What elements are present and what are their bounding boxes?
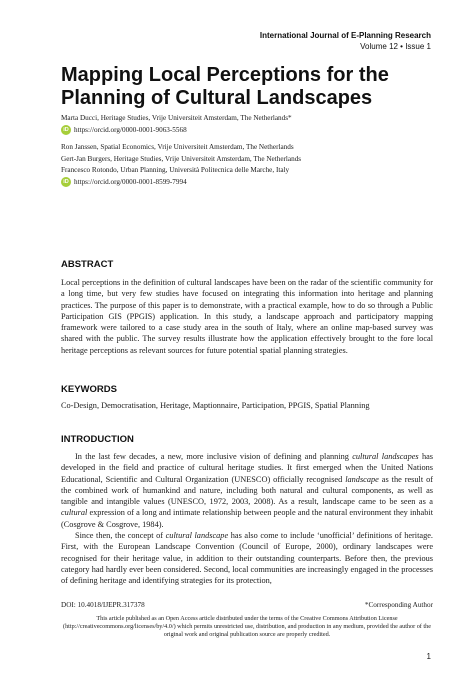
footer-meta	[61, 601, 433, 609]
orcid-icon: iD	[61, 177, 71, 187]
text-run-italic: cultural landscape	[165, 531, 229, 541]
text-run-italic: cultural landscapes	[352, 452, 419, 461]
abstract-heading: ABSTRACT	[61, 259, 114, 270]
introduction-paragraph	[61, 530, 433, 586]
author-affiliation: Francesco Rotondo, Urban Planning, Università Politecnica delle Marche, Italy	[61, 166, 290, 174]
text-run: as the result of the combined work of humankind and nature, including both natural and cultural components, as well as tangible and intangible values (UNESCO, 1972, 2003, 2008). As a result, landscape came to be seen as a	[61, 474, 433, 507]
text-run: expression of a long and intimate relationship between people and the natural environment they inhabit (Cosgrove & Cosgrove, 1984).	[61, 508, 433, 529]
author-list	[61, 113, 441, 188]
introduction-paragraph	[61, 451, 433, 530]
text-run-italic: landscape	[345, 474, 379, 484]
keywords-text: Co-Design, Democratisation, Heritage, Maptionnaire, Participation, PPGIS, Spatial Planning	[61, 401, 370, 410]
license-note: This article published as an Open Access article distributed under the terms of the Creative Commons Attribution License (http://creativecommons.org/licenses/by/4.0/) which permits unrestricted use, distribution, and production in any medium, provided the author of the original work and original publication source are properly credited.	[63, 615, 431, 639]
orcid-url[interactable]: https://orcid.org/0000-0001-8599-7994	[74, 177, 187, 186]
author-affiliation: Marta Ducci, Heritage Studies, Vrije Universiteit Amsterdam, The Netherlands*	[61, 114, 292, 122]
text-run-italic: cultural	[61, 508, 88, 518]
doi[interactable]: DOI: 10.4018/IJEPR.317378	[61, 601, 145, 609]
orcid-icon: iD	[61, 125, 71, 135]
page-number: 1	[426, 652, 431, 661]
abstract-text: Local perceptions in the definition of cultural landscapes have been on the radar of the scientific community for a long time, but very few studies have focused on integrating this information into heritage and planning practices. The purpose of this paper is to demonstrate, with a practical example, how to do so through a Public Participation GIS (PPGIS) application. In this study, a landscape approach and participatory mapping framework were tailored to a case study area in the south of Italy, where an online map-based survey was shared with the public. The survey results illustrate how the application effectively brought to the fore local heritage perceptions as relevant sources for future potential spatial planning strategies.	[61, 278, 433, 355]
journal-name: International Journal of E-Planning Research	[259, 31, 431, 40]
journal-volume-issue: Volume 12 • Issue 1	[360, 42, 431, 51]
article-title: Mapping Local Perceptions for the Planning of Cultural Landscapes	[61, 64, 389, 109]
keywords-heading: KEYWORDS	[61, 384, 117, 395]
orcid-url[interactable]: https://orcid.org/0000-0001-9063-5568	[74, 125, 187, 134]
introduction-heading: INTRODUCTION	[61, 434, 134, 445]
orcid-link[interactable]	[61, 177, 441, 189]
corresponding-author-note: *Corresponding Author	[364, 601, 433, 609]
text-run: has developed in the field and practice of cultural heritage studies. It first emerged when the United Nations Educational, Scientific and Cultural Organization (UNESCO) officially recognised	[61, 452, 434, 484]
author-affiliation: Ron Janssen, Spatial Economics, Vrije Universiteit Amsterdam, The Netherlands	[61, 143, 294, 151]
text-run: In the last few decades, a new, more inclusive vision of defining and planning	[75, 452, 353, 461]
text-run: has also come to include ‘unofficial’ definitions of heritage. First, with the European Landscape Convention (Council of Europe, 2000), ordinary landscapes were recognised for their heritage value, in addition to their outstanding counterparts. Before then, the previous category had hardly ever been considered. Second, local communities are increasingly engaged in the processes of defining heritage and identifying strategies for its protection,	[61, 531, 433, 586]
orcid-link[interactable]	[61, 125, 441, 137]
journal-header	[260, 30, 431, 52]
text-run: Since then, the concept of	[75, 531, 166, 541]
introduction-body	[61, 451, 433, 587]
author-affiliation: Gert-Jan Burgers, Heritage Studies, Vrije Universiteit Amsterdam, The Netherlands	[61, 154, 302, 163]
